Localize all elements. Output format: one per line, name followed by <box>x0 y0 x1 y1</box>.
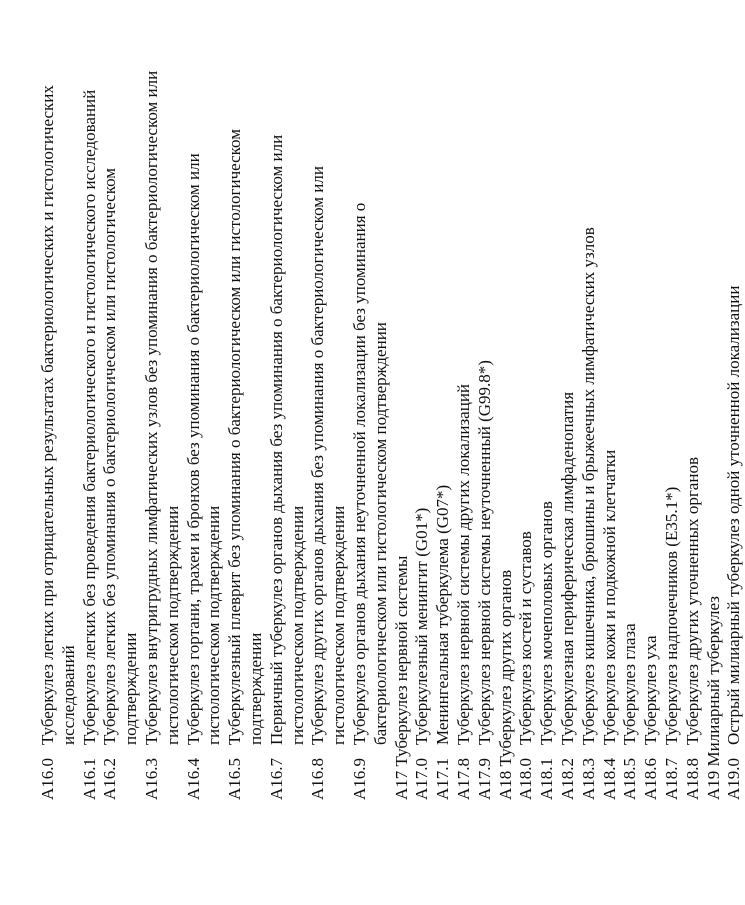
item-text: Менингеальная туберкулема (G07*) <box>433 484 453 745</box>
item-code: A16.2 <box>100 757 120 800</box>
item-text: Туберкулез других органов дыхания без упоминания о бактериологическом или гистологическом подтверждении <box>308 166 349 745</box>
list-item-a16-2 <box>100 60 142 800</box>
item-text: Туберкулез глаза <box>620 623 640 745</box>
item-text: Туберкулез нервной системы неуточненный (G99.8*) <box>474 360 494 745</box>
item-text: Туберкулез внутригрудных лимфатических узлов без упоминания о бактериологическом или гистологическом подтверждении <box>141 70 182 745</box>
item-text: Первичный туберкулез органов дыхания без упоминания о бактериологическом или гистологическом подтверждении <box>266 134 307 745</box>
list-item-a18-7 <box>662 60 683 800</box>
item-text: Острый милиарный туберкулез одной уточненной локализации <box>724 285 744 745</box>
item-code: A17.8 <box>453 757 473 800</box>
item-code: A16.0 <box>38 757 57 800</box>
item-text: Туберкулез гортани, трахеи и бронхов без упоминания о бактериологическом или гистологическом подтверждении <box>183 153 224 745</box>
list-item-a16-4 <box>184 60 226 800</box>
list-item-a18-1 <box>537 60 558 800</box>
list-item-a18-2 <box>558 60 579 800</box>
list-item-a17-0 <box>412 60 433 800</box>
list-item-a17-9 <box>475 60 496 800</box>
list-item-a17-1 <box>433 60 454 800</box>
item-text: Туберкулез нервной системы других локализаций <box>453 383 473 745</box>
list-item-a18-5 <box>620 60 641 800</box>
list-item-a16-8 <box>308 60 350 800</box>
item-text: Туберкулез органов дыхания неуточненной локализации без упоминания о бактериологическом или гистологическом подтверждении <box>349 202 390 745</box>
item-text: Туберкулез легких без проведения бактериологического и гистологического исследований <box>79 89 99 745</box>
item-code: A16.9 <box>349 757 369 800</box>
list-item-a17-8 <box>454 60 475 800</box>
list-item-a16-5 <box>225 60 267 800</box>
list-item-a16-1 <box>80 60 101 800</box>
item-code: A18.0 <box>516 757 536 800</box>
item-code: A17.0 <box>412 757 432 800</box>
item-code: A16.3 <box>141 757 161 800</box>
list-item-a19-0 <box>724 60 745 800</box>
item-text: Туберкулезная периферическая лимфаденопатия <box>557 391 577 745</box>
item-code: A18.8 <box>682 757 702 800</box>
section-heading-a19: A19 Милиарный туберкулез <box>703 596 723 800</box>
item-text: Туберкулез легких без упоминания о бактериологическом или гистологическом подтверждении <box>100 167 141 745</box>
item-text: Туберкулезный менингит (G01*) <box>412 507 432 745</box>
item-text: Туберкулезный плеврит без упоминания о бактериологическом или гистологическом подтверждении <box>225 129 265 745</box>
item-code: A18.1 <box>537 757 557 800</box>
item-text: Туберкулез других уточненных органов <box>682 457 702 745</box>
list-item-a18-4 <box>600 60 621 800</box>
item-text: Туберкулез кожи и подкожной клетчатки <box>599 449 619 745</box>
list-item-a16-0 <box>38 60 80 800</box>
item-code: A16.8 <box>308 757 328 800</box>
item-code: A18.4 <box>599 757 619 800</box>
section-heading-a17: A17 Туберкулез нервной системы <box>391 555 411 800</box>
list-item-a16-7 <box>267 60 309 800</box>
item-text: Туберкулез легких при отрицательных результатах бактериологических и гистологических исследований <box>38 85 78 745</box>
list-item-a16-3 <box>142 60 184 800</box>
list-item-a18-0 <box>516 60 537 800</box>
item-code: A17.1 <box>433 757 453 800</box>
item-code: A17.9 <box>474 757 494 800</box>
item-code: A16.7 <box>266 757 286 800</box>
list-item-a16-9 <box>350 60 392 800</box>
list-item-a18-3 <box>579 60 600 800</box>
item-code: A18.6 <box>641 757 661 800</box>
item-text: Туберкулез уха <box>641 635 661 745</box>
item-code: A16.4 <box>183 757 203 800</box>
item-code: A18.2 <box>557 757 577 800</box>
item-code: A18.3 <box>578 757 598 800</box>
item-text: Туберкулез мочеполовых органов <box>537 501 557 745</box>
item-text: Туберкулез надпочечников (E35.1*) <box>661 486 681 745</box>
item-code: A16.1 <box>79 757 99 800</box>
document-body <box>38 60 745 800</box>
list-item-a18-8 <box>683 60 704 800</box>
item-text: Туберкулез кишечника, брюшины и брыжеечных лимфатических узлов <box>578 227 598 745</box>
item-code: A18.7 <box>661 757 681 800</box>
list-item-a18-6 <box>641 60 662 800</box>
item-text: Туберкулез костей и суставов <box>516 531 536 745</box>
item-code: A19.0 <box>724 757 744 800</box>
item-code: A18.5 <box>620 757 640 800</box>
section-heading-a18: A18 Туберкулез других органов <box>495 569 515 800</box>
item-code: A16.5 <box>225 757 245 800</box>
